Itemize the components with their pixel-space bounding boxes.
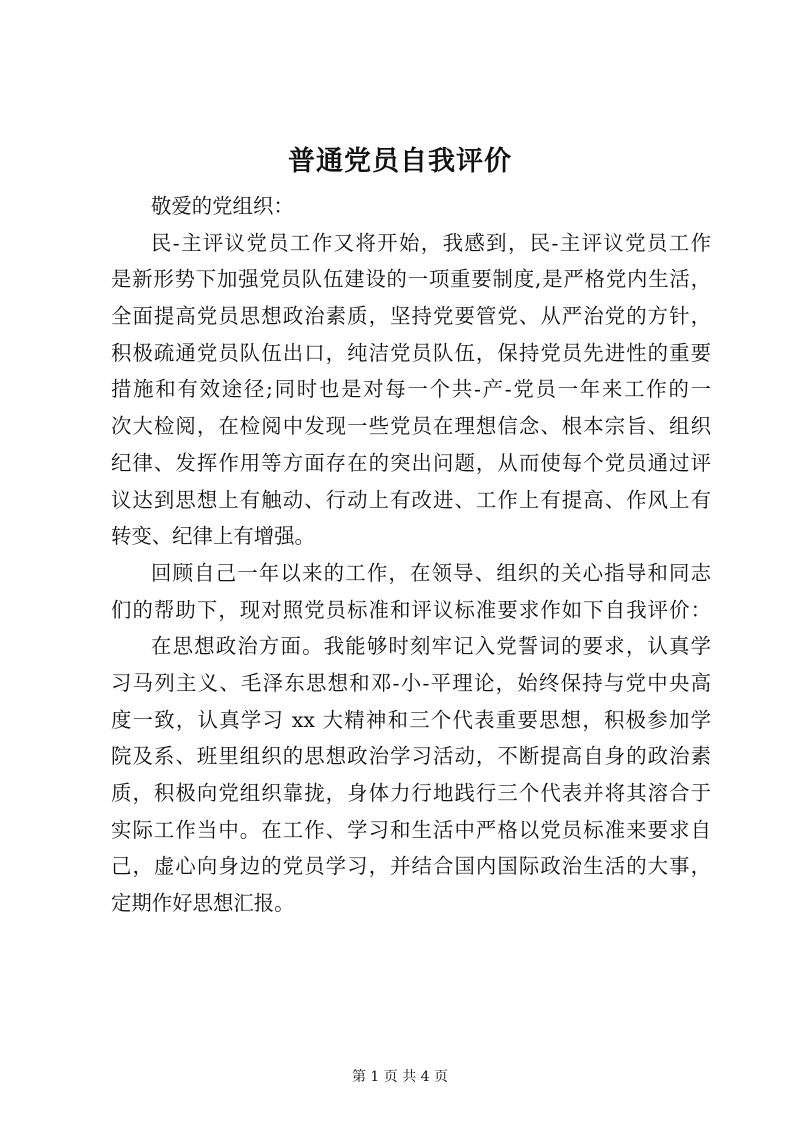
text-line: 全面提高党员思想政治素质，坚持党要管党、从严治党的方针， bbox=[111, 304, 711, 329]
document-body bbox=[111, 188, 711, 922]
text-line: 院及系、班里组织的思想政治学习活动，不断提高自身的政治素 bbox=[111, 744, 711, 769]
text-line: 己，虚心向身边的党员学习，并结合国内国际政治生活的大事， bbox=[111, 854, 711, 879]
text-line: 定期作好思想汇报。 bbox=[111, 891, 295, 916]
text-line: 度一致，认真学习 xx 大精神和三个代表重要思想，积极参加学 bbox=[111, 707, 711, 732]
text-line: 习马列主义、毛泽东思想和邓-小-平理论，始终保持与党中央高 bbox=[111, 670, 711, 695]
text-line: 回顾自己一年以来的工作，在领导、组织的关心指导和同志 bbox=[151, 560, 711, 585]
text-line: 转变、纪律上有增强。 bbox=[111, 524, 315, 549]
text-line: 们的帮助下，现对照党员标准和评议标准要求作如下自我评价： bbox=[111, 597, 711, 622]
salutation: 敬爱的党组织： bbox=[151, 194, 294, 218]
text-line: 次大检阅，在检阅中发现一些党员在理想信念、根本宗旨、组织 bbox=[111, 414, 711, 439]
text-line: 民-主评议党员工作又将开始，我感到，民-主评议党员工作 bbox=[151, 230, 711, 255]
text-line: 质，积极向党组织靠拢，身体力行地践行三个代表并将其溶合于 bbox=[111, 781, 711, 805]
text-line: 是新形势下加强党员队伍建设的一项重要制度,是严格党内生活， bbox=[111, 267, 711, 292]
paragraph bbox=[111, 555, 711, 628]
document-title: 普通党员自我评价 bbox=[288, 146, 512, 177]
text-line: 实际工作当中。在工作、学习和生活中严格以党员标准来要求自 bbox=[111, 817, 711, 842]
text-line: 在思想政治方面。我能够时刻牢记入党誓词的要求，认真学 bbox=[151, 634, 711, 659]
page-footer: 第 1 页 共 4 页 bbox=[351, 1069, 449, 1085]
paragraph bbox=[111, 225, 711, 555]
text-line: 措施和有效途径;同时也是对每一个共-产-党员一年来工作的一 bbox=[111, 377, 711, 402]
text-line: 议达到思想上有触动、行动上有改进、工作上有提高、作风上有 bbox=[111, 487, 711, 512]
text-line: 纪律、发挥作用等方面存在的突出问题，从而使每个党员通过评 bbox=[111, 450, 711, 475]
paragraph bbox=[111, 628, 711, 922]
text-line: 积极疏通党员队伍出口，纯洁党员队伍，保持党员先进性的重要 bbox=[111, 340, 711, 365]
